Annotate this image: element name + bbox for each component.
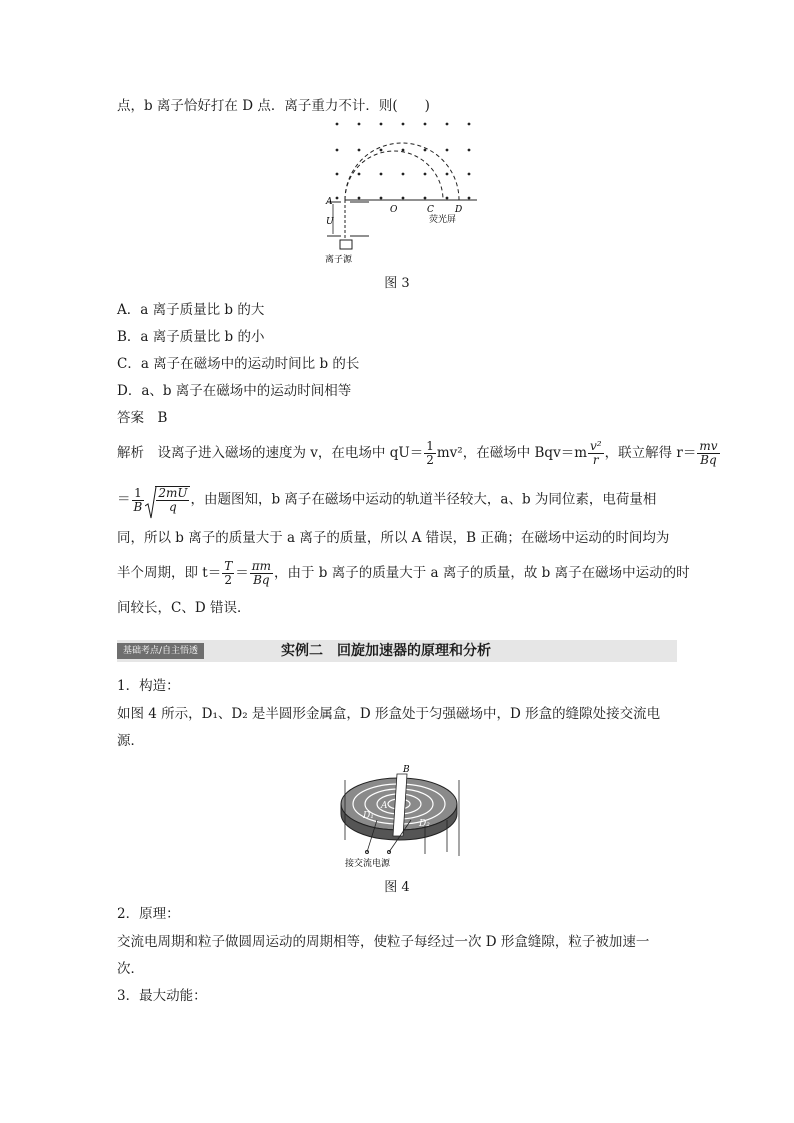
section-tag: 基础考点/自主悟透 xyxy=(117,643,204,659)
field-dot xyxy=(380,173,383,176)
field-dot xyxy=(446,173,449,176)
label-A: A xyxy=(381,801,388,811)
question-tail: 点，b 离子恰好打在 D 点．离子重力不计．则( ) xyxy=(117,98,430,114)
option-c: C．a 离子在磁场中的运动时间比 b 的长 xyxy=(117,356,360,372)
ion-source-box xyxy=(340,240,352,249)
item-1-body-line-2: 源． xyxy=(117,733,144,749)
field-dot xyxy=(336,197,339,200)
field-dot xyxy=(358,197,361,200)
field-dot xyxy=(468,197,471,200)
field-dot xyxy=(402,149,405,152)
item-2-body-line-2: 次． xyxy=(117,961,144,977)
field-dot xyxy=(402,173,405,176)
field-dot xyxy=(380,123,383,126)
field-dot xyxy=(424,173,427,176)
item-2-heading: 2．原理： xyxy=(117,906,180,922)
explanation-line-3: 同，所以 b 离子的质量大于 a 离子的质量，所以 A 错误，B 正确；在磁场中运动的时间均为 xyxy=(117,530,670,546)
figure-4 xyxy=(337,760,467,872)
label-ac-source: 接交流电源 xyxy=(345,859,391,869)
field-dot xyxy=(336,173,339,176)
trajectory-a xyxy=(345,151,443,200)
field-dot xyxy=(468,173,471,176)
option-a: A．a 离子质量比 b 的大 xyxy=(117,302,265,318)
section-title: 实例二 回旋加速器的原理和分析 xyxy=(281,643,491,659)
magnetic-field-dots xyxy=(336,123,471,200)
label-D2: D₂ xyxy=(419,819,430,829)
field-dot xyxy=(358,173,361,176)
figure-4-caption: 图 4 xyxy=(384,880,410,895)
explanation-line-1: 解析 设离子进入磁场的速度为 v，在电场中 qU＝ $\frac{1}{2}$ mv²，在磁场中 Bqv＝m $\frac{\text{v²}}{r}$ ，联立解得 r＝ $\frac{mv}{Bq}$ xyxy=(117,439,718,467)
label-B: B xyxy=(403,765,410,775)
field-dot xyxy=(402,197,405,200)
field-dot xyxy=(424,123,427,126)
field-dot xyxy=(358,123,361,126)
item-1-heading: 1．构造： xyxy=(117,678,180,694)
field-dot xyxy=(380,197,383,200)
label-C: C xyxy=(427,205,434,215)
field-dot xyxy=(468,123,471,126)
field-dot xyxy=(380,149,383,152)
section-header-bar xyxy=(117,640,677,662)
field-dot xyxy=(424,149,427,152)
figure-3-caption: 图 3 xyxy=(384,276,410,291)
field-dot xyxy=(336,149,339,152)
field-dot xyxy=(446,123,449,126)
option-d: D．a、b 离子在磁场中的运动时间相等 xyxy=(117,383,352,399)
explanation-line-5: 间较长，C、D 错误． xyxy=(117,600,251,616)
label-D: D xyxy=(455,205,463,215)
label-D1: D₁ xyxy=(363,811,374,821)
field-dot xyxy=(402,123,405,126)
item-3-heading: 3．最大动能： xyxy=(117,988,207,1004)
field-dot xyxy=(358,149,361,152)
field-dot xyxy=(446,197,449,200)
answer: 答案 B xyxy=(117,410,168,426)
item-2-body-line-1: 交流电周期和粒子做圆周运动的周期相等，使粒子每经过一次 D 形盒缝隙，粒子被加速一 xyxy=(117,934,650,950)
field-dot xyxy=(468,149,471,152)
label-ion-source: 离子源 xyxy=(325,255,353,265)
option-b: B．a 离子质量比 b 的小 xyxy=(117,329,265,345)
field-dot xyxy=(424,197,427,200)
explanation-line-2: ＝ $\frac{1}{B}$ $\frac{2mU}{q}$ ，由题图知，b 离子在磁场中运动的轨道半径较大，a、b 为同位素，电荷量相 xyxy=(117,486,656,514)
figure-3 xyxy=(317,116,487,268)
field-dot xyxy=(446,149,449,152)
field-dot xyxy=(336,123,339,126)
label-O: O xyxy=(390,205,398,215)
label-U: U xyxy=(326,217,334,227)
label-A: A xyxy=(326,197,333,207)
item-1-body-line-1: 如图 4 所示，D₁、D₂ 是半圆形金属盒，D 形盒处于匀强磁场中，D 形盒的缝隙处接交流电 xyxy=(117,706,661,722)
explanation-line-4: 半个周期，即 t＝ $\frac{T}{2}$ ＝ $\frac{\pi m}{Bq}$ ，由于 b 离子的质量大于 a 离子的质量，故 b 离子在磁场中运动的时 xyxy=(117,559,690,587)
label-screen: 荧光屏 xyxy=(429,215,457,225)
